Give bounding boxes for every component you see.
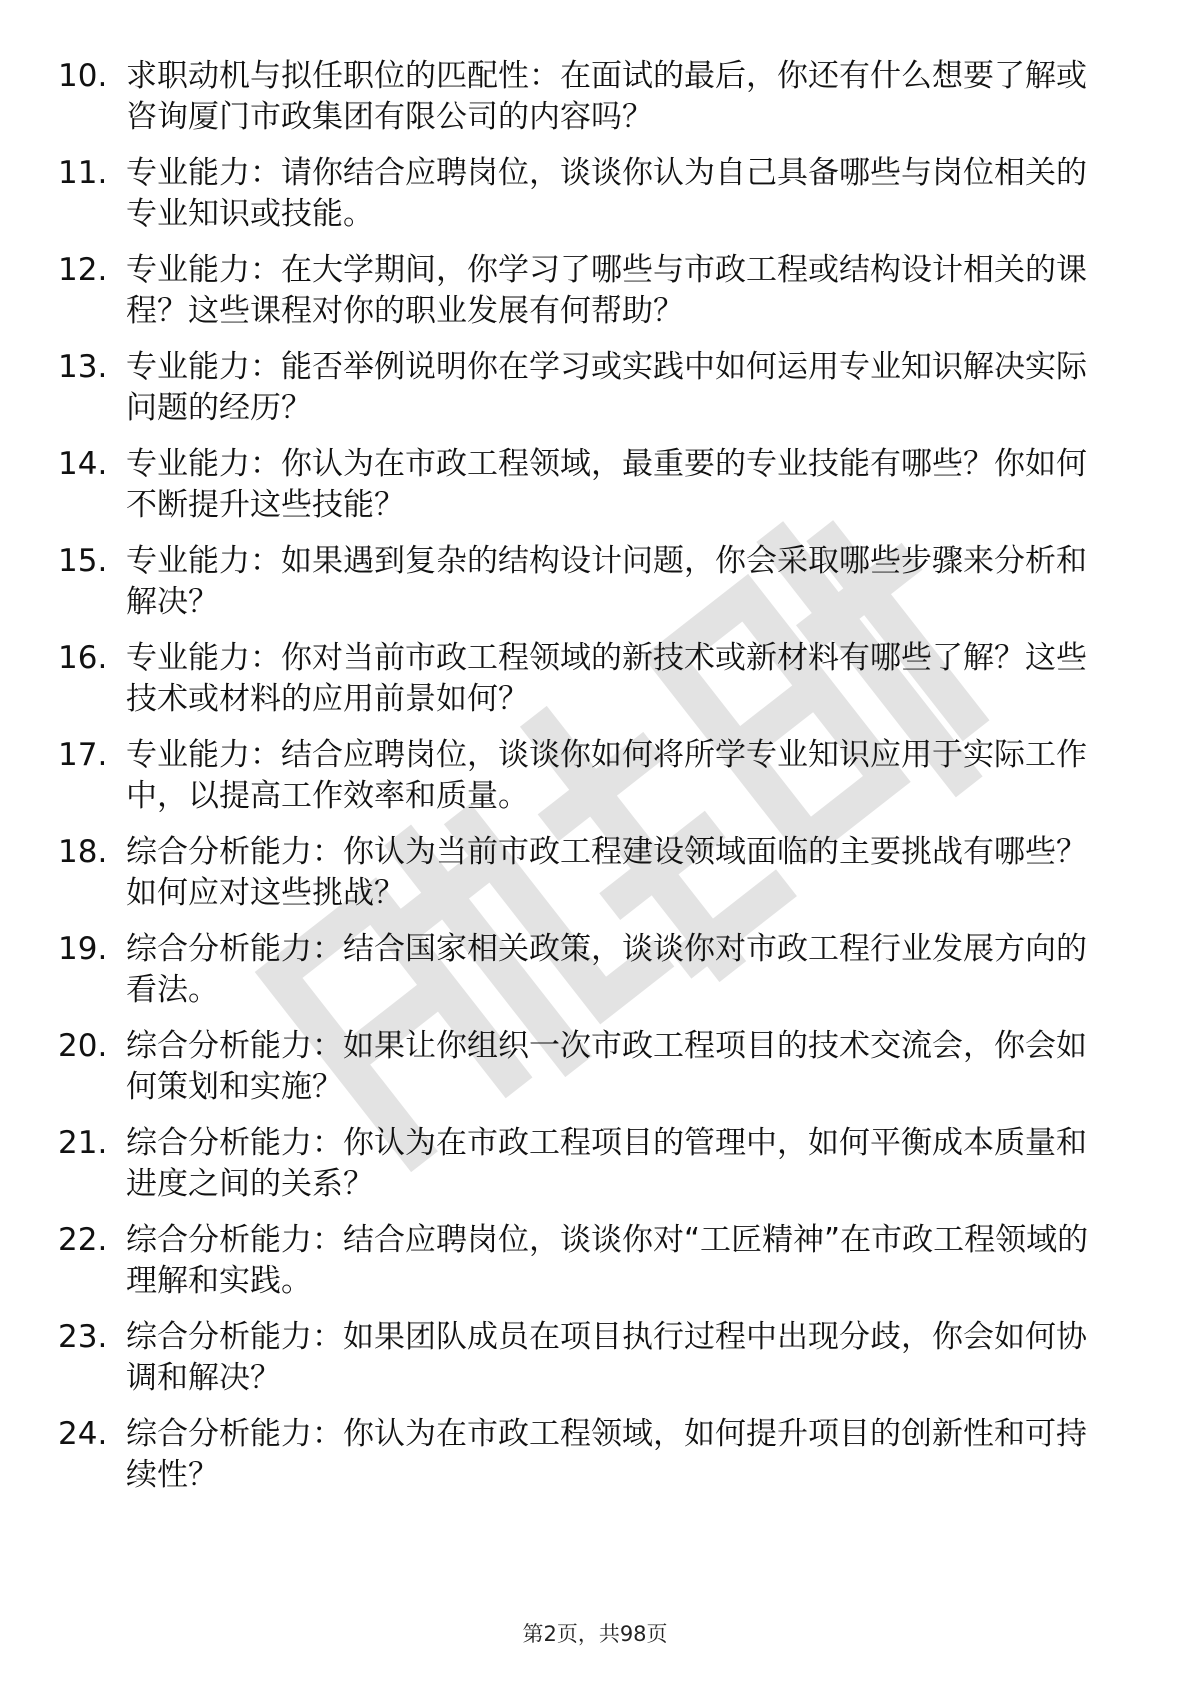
question-text: 求职动机与拟任职位的匹配性：在面试的最后，你还有什么想要了解或咨询厦门市政集团有限公司的内容吗？ [126,58,1087,135]
question-item-24 [0,1414,1190,1496]
question-list [0,56,1190,1511]
question-item-11 [0,153,1190,235]
question-item-12 [0,250,1190,332]
question-item-14 [0,444,1190,526]
question-text: 专业能力：能否举例说明你在学习或实践中如何运用专业知识解决实际问题的经历？ [126,349,1087,426]
question-text: 专业能力：你认为在市政工程领域，最重要的专业技能有哪些？你如何不断提升这些技能？ [126,446,1087,523]
question-text: 综合分析能力：如果让你组织一次市政工程项目的技术交流会，你会如何策划和实施？ [126,1028,1087,1105]
question-number: 13. [58,349,108,385]
question-number: 11. [58,155,108,191]
question-number: 19. [58,931,108,967]
question-text: 综合分析能力：结合应聘岗位，谈谈你对“工匠精神”在市政工程领域的理解和实践。 [126,1222,1089,1299]
question-text: 综合分析能力：你认为在市政工程领域，如何提升项目的创新性和可持续性？ [126,1416,1087,1493]
question-number: 18. [58,834,108,870]
question-item-19 [0,929,1190,1011]
question-item-17 [0,735,1190,817]
question-number: 20. [58,1028,108,1064]
question-item-23 [0,1317,1190,1399]
question-number: 10. [58,58,108,94]
question-text: 专业能力：如果遇到复杂的结构设计问题，你会采取哪些步骤来分析和解决？ [126,543,1087,620]
question-text: 综合分析能力：你认为在市政工程项目的管理中，如何平衡成本质量和进度之间的关系？ [126,1125,1087,1202]
question-item-22 [0,1220,1190,1302]
question-number: 22. [58,1222,108,1258]
question-text: 专业能力：请你结合应聘岗位，谈谈你认为自己具备哪些与岗位相关的专业知识或技能。 [126,155,1087,232]
question-item-10 [0,56,1190,138]
page-footer: 第2页，共98页 [522,1622,668,1646]
question-item-21 [0,1123,1190,1205]
question-text: 综合分析能力：如果团队成员在项目执行过程中出现分歧，你会如何协调和解决？ [126,1319,1087,1396]
question-number: 21. [58,1125,108,1161]
question-item-20 [0,1026,1190,1108]
question-item-18 [0,832,1190,914]
question-text: 专业能力：你对当前市政工程领域的新技术或新材料有哪些了解？这些技术或材料的应用前景如何？ [126,640,1087,717]
question-number: 14. [58,446,108,482]
question-text: 专业能力：结合应聘岗位，谈谈你如何将所学专业知识应用于实际工作中，以提高工作效率和质量。 [126,737,1087,814]
question-number: 23. [58,1319,108,1355]
question-text: 综合分析能力：结合国家相关政策，谈谈你对市政工程行业发展方向的看法。 [126,931,1087,1008]
question-item-13 [0,347,1190,429]
question-item-16 [0,638,1190,720]
question-number: 15. [58,543,108,579]
question-text: 综合分析能力：你认为当前市政工程建设领域面临的主要挑战有哪些？如何应对这些挑战？ [126,834,1087,911]
question-item-15 [0,541,1190,623]
question-number: 12. [58,252,108,288]
question-number: 24. [58,1416,108,1452]
question-text: 专业能力：在大学期间，你学习了哪些与市政工程或结构设计相关的课程？这些课程对你的职业发展有何帮助？ [126,252,1087,329]
question-number: 16. [58,640,108,676]
question-number: 17. [58,737,108,773]
